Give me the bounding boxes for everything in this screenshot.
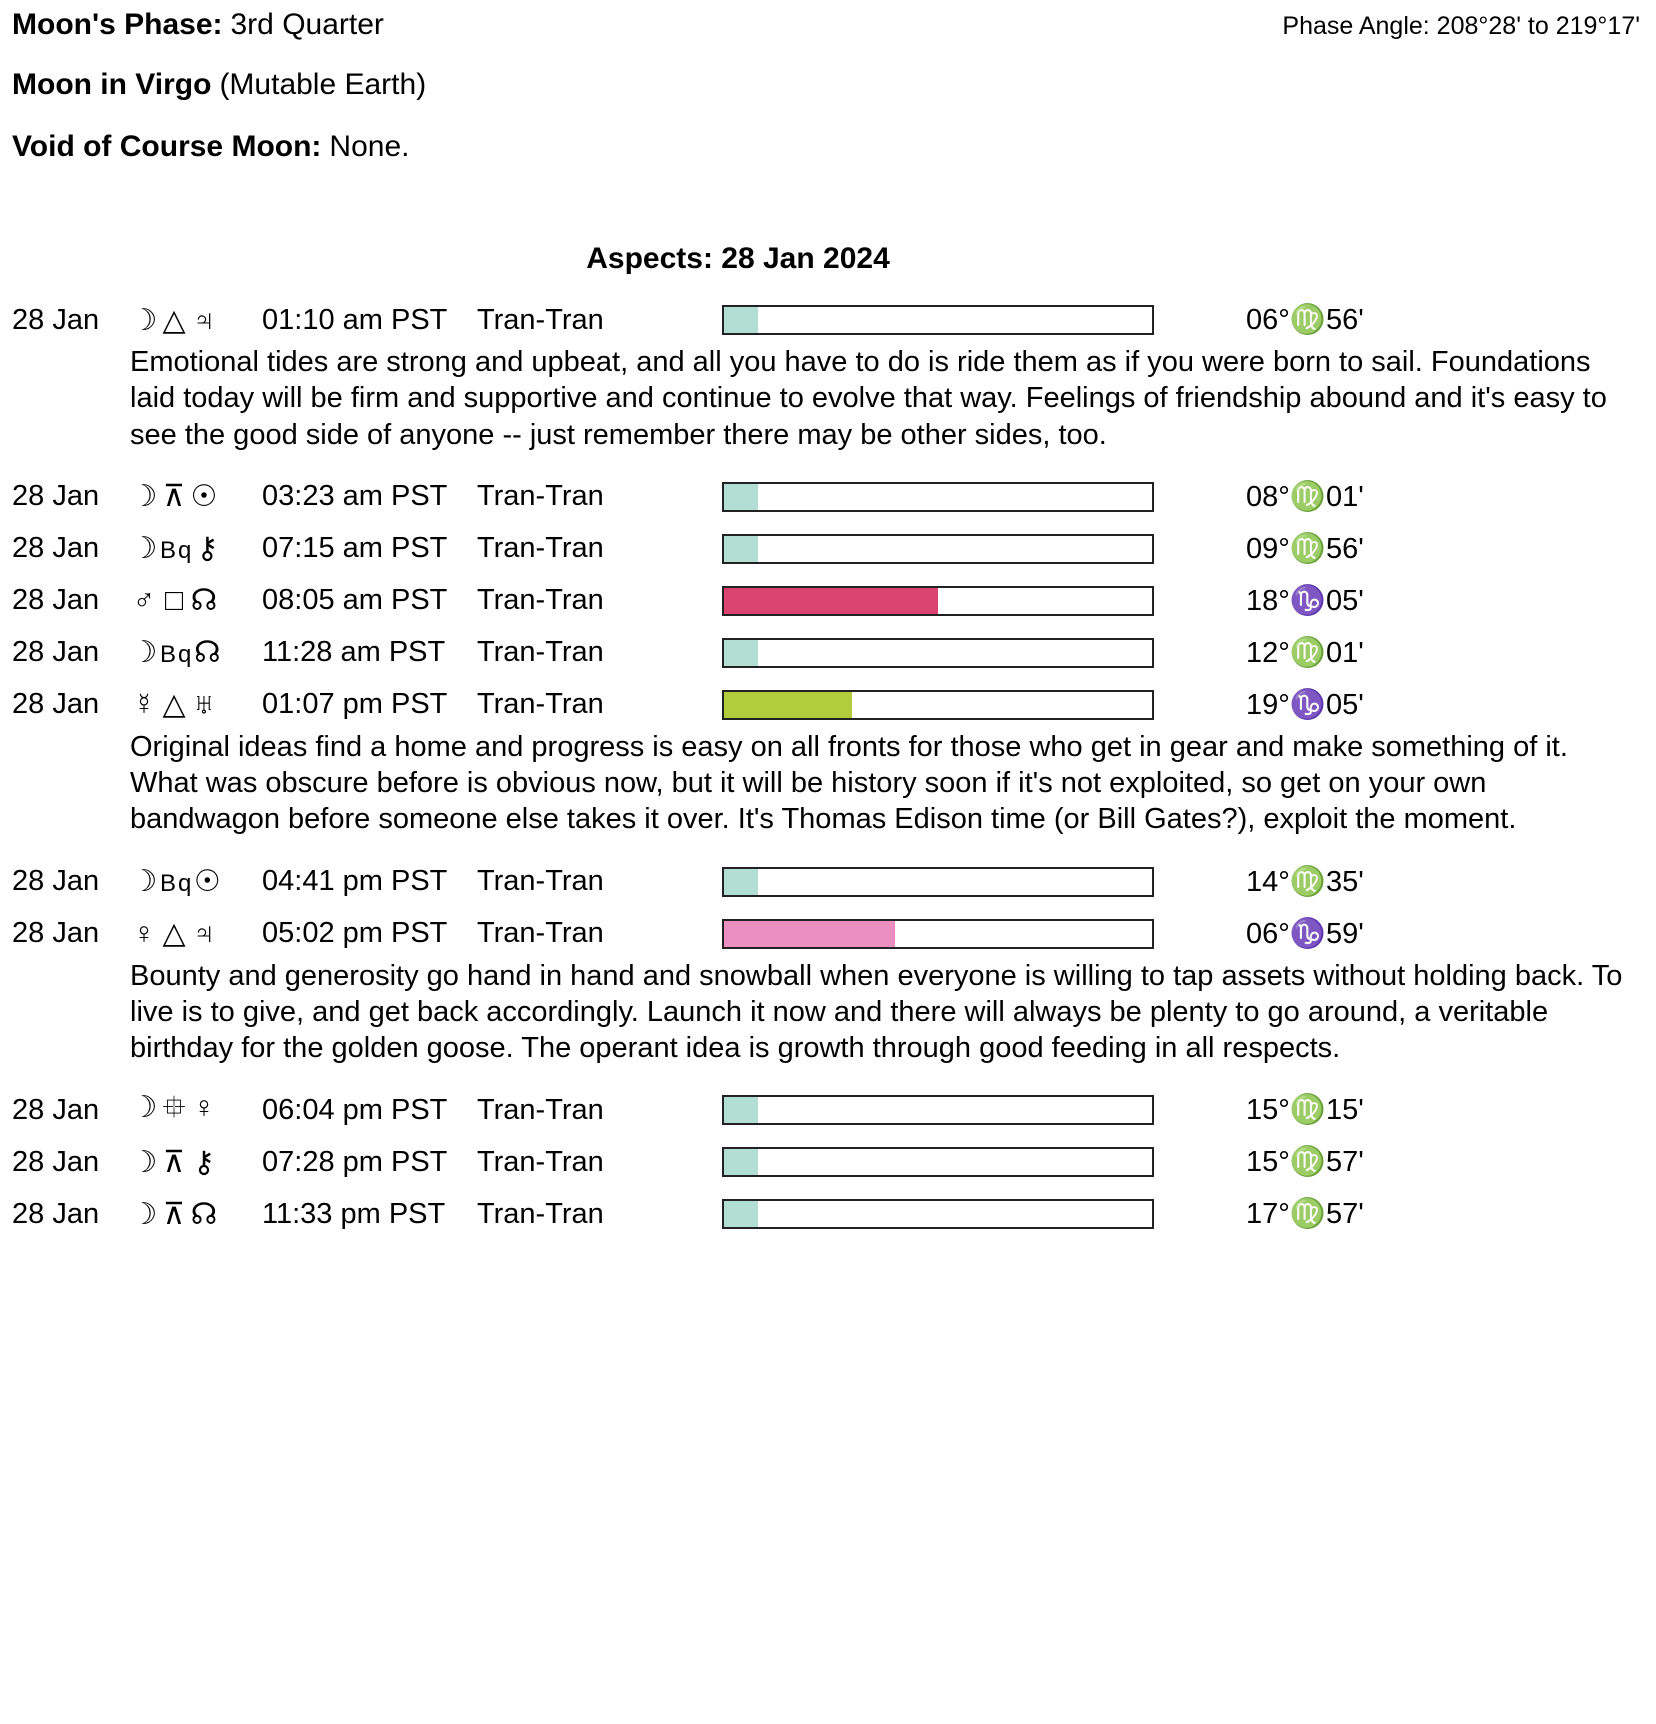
aspect-position: 15°♍15' — [1246, 1094, 1364, 1127]
bar-fill — [724, 869, 758, 895]
planet-glyph-target-icon: ☉ — [190, 480, 220, 514]
aspect-glyphs — [130, 1197, 262, 1232]
planet-glyph-aspect-icon: △ — [162, 917, 188, 950]
bar-fill — [724, 484, 758, 510]
planet-glyph-body-icon: ☽ — [130, 636, 160, 670]
aspect-tran-type: Tran-Tran — [477, 532, 604, 565]
aspect-summary — [12, 1088, 1644, 1132]
aspect-summary — [12, 1140, 1644, 1184]
planet-glyph-aspect-icon: ⊼ — [163, 480, 187, 514]
aspect-date: 28 Jan — [12, 532, 100, 565]
aspect-summary — [12, 631, 1644, 675]
spacer — [12, 838, 1644, 852]
planet-glyph-body-icon: ☽ — [130, 865, 160, 898]
planet-glyph-target-icon: ♀ — [192, 1090, 218, 1124]
moon-sign-modality: (Mutable Earth) — [219, 68, 427, 101]
aspect-tran-type: Tran-Tran — [477, 1145, 604, 1178]
aspect-glyphs — [130, 479, 262, 514]
aspect-row — [12, 298, 1644, 467]
planet-glyph-target-icon: ♃ — [192, 917, 218, 950]
aspect-glyphs — [130, 531, 262, 566]
moon-sign-label: Moon in Virgo — [12, 68, 212, 101]
aspect-date: 28 Jan — [12, 303, 100, 336]
aspect-position: 08°♍01' — [1246, 480, 1364, 513]
aspect-description: Original ideas find a home and progress is easy on all fronts for those who get in gear and make something of it. What was obscure before is obvious now, but it will be history soon if it's not exploited, so get on your own bandwagon before someone else takes it over. It's Thomas Edison time (or Bill Gates?), exploit the moment. — [130, 730, 1568, 836]
aspect-tran-type: Tran-Tran — [477, 688, 604, 721]
aspect-list — [12, 298, 1644, 1236]
aspect-strength-bar — [722, 1147, 1162, 1177]
planet-glyph-target-icon: ☊ — [190, 1197, 220, 1231]
aspect-glyphs — [130, 1145, 262, 1180]
aspect-date: 28 Jan — [12, 480, 100, 513]
bar-fill — [724, 692, 852, 718]
aspect-summary — [12, 527, 1644, 571]
bar-track — [722, 638, 1154, 668]
aspect-glyphs — [130, 916, 262, 951]
aspect-date: 28 Jan — [12, 688, 100, 721]
aspect-date: 28 Jan — [12, 1145, 100, 1178]
aspect-date: 28 Jan — [12, 1093, 100, 1126]
aspect-glyphs — [130, 1085, 262, 1136]
aspect-row — [12, 1140, 1644, 1184]
aspect-position: 18°♑05' — [1246, 584, 1364, 617]
aspect-summary — [12, 475, 1644, 519]
planet-glyph-body-icon: ♀ — [132, 917, 158, 950]
planet-glyph-aspect-icon: □ — [164, 584, 186, 618]
aspect-row — [12, 527, 1644, 571]
planet-glyph-target-icon: ♅ — [192, 688, 218, 722]
planet-glyph-aspect-icon: △ — [162, 688, 188, 722]
aspect-summary — [12, 860, 1644, 904]
bar-track — [722, 534, 1154, 564]
aspect-position: 09°♍56' — [1246, 532, 1364, 565]
aspect-glyphs — [130, 303, 262, 338]
bar-fill — [724, 536, 758, 562]
aspect-date: 28 Jan — [12, 1197, 100, 1230]
aspect-tran-type: Tran-Tran — [477, 636, 604, 669]
aspect-glyphs — [130, 635, 262, 670]
void-of-course — [12, 130, 1644, 164]
bar-track — [722, 1095, 1154, 1125]
aspect-date: 28 Jan — [12, 917, 100, 949]
planet-glyph-target-icon: ☊ — [190, 584, 220, 618]
spacer — [12, 1066, 1644, 1080]
aspect-strength-bar — [722, 534, 1162, 564]
bar-fill — [724, 1201, 758, 1227]
aspect-tran-type: Tran-Tran — [477, 584, 604, 617]
aspect-glyphs — [130, 583, 262, 618]
bar-fill — [724, 640, 758, 666]
bar-track — [722, 1199, 1154, 1229]
aspect-tran-type: Tran-Tran — [477, 480, 604, 513]
bar-track — [722, 919, 1154, 949]
aspect-strength-bar — [722, 867, 1162, 897]
planet-glyph-aspect-icon: ⊼ — [163, 1197, 187, 1231]
bar-fill — [724, 1149, 758, 1175]
aspect-date: 28 Jan — [12, 865, 100, 897]
bar-fill — [724, 588, 938, 614]
moon-sign — [12, 68, 1644, 102]
planet-glyph-body-icon: ☽ — [130, 532, 160, 566]
aspect-glyphs — [130, 864, 262, 899]
aspect-strength-bar — [722, 690, 1162, 720]
aspects-title: Aspects: 28 Jan 2024 — [586, 242, 890, 275]
aspect-strength-bar — [722, 1095, 1162, 1125]
void-of-course-label: Void of Course Moon: — [12, 130, 322, 163]
aspect-description: Bounty and generosity go hand in hand and snowball when everyone is willing to tap assets without holding back. To live is to give, and get back accordingly. Launch it now and there will always be plenty to go around, a veritable birthday for the golden goose. The operant idea is growth through good feeding in all respects. — [130, 959, 1623, 1064]
aspect-row — [12, 579, 1644, 623]
void-of-course-value: None. — [329, 130, 410, 163]
aspect-time: 05:02 pm PST — [262, 917, 448, 949]
bar-fill — [724, 307, 758, 333]
aspect-position: 06°♍56' — [1246, 304, 1364, 336]
aspect-position: 12°♍01' — [1246, 636, 1364, 669]
aspect-time: 11:33 pm PST — [262, 1197, 446, 1230]
aspect-summary — [12, 298, 1644, 342]
aspect-time: 04:41 pm PST — [262, 865, 448, 897]
aspect-tran-type: Tran-Tran — [477, 1093, 604, 1126]
moon-phase-label: Moon's Phase: — [12, 8, 223, 41]
planet-glyph-body-icon: ☿ — [132, 688, 158, 722]
planet-glyph-target-icon: ♃ — [192, 303, 218, 337]
aspect-date: 28 Jan — [12, 584, 100, 617]
phase-angle: Phase Angle: 208°28' to 219°17' — [1282, 12, 1640, 40]
aspect-strength-bar — [722, 482, 1162, 512]
aspect-row — [12, 1088, 1644, 1132]
aspect-summary — [12, 912, 1644, 956]
spacer — [12, 453, 1644, 467]
moon-phase-value: 3rd Quarter — [230, 8, 384, 41]
aspect-tran-type: Tran-Tran — [477, 303, 604, 336]
planet-glyph-aspect-icon: Bq — [160, 537, 194, 565]
aspect-summary — [12, 579, 1644, 623]
aspect-position: 06°♑59' — [1246, 917, 1364, 950]
planet-glyph-target-icon: ⚷ — [193, 1145, 217, 1179]
aspect-time: 01:07 pm PST — [262, 688, 448, 721]
aspect-position: 15°♍57' — [1246, 1146, 1364, 1179]
planet-glyph-body-icon: ♂ — [132, 584, 158, 618]
bar-track — [722, 482, 1154, 512]
bar-track — [722, 305, 1154, 335]
aspect-row — [12, 475, 1644, 519]
bar-track — [722, 690, 1154, 720]
bar-track — [722, 867, 1154, 897]
aspect-time: 03:23 am PST — [262, 480, 448, 513]
aspect-time: 06:04 pm PST — [262, 1093, 448, 1126]
aspect-row — [12, 860, 1644, 904]
bar-track — [722, 586, 1154, 616]
aspect-position: 17°♍57' — [1246, 1198, 1364, 1231]
planet-glyph-body-icon: ☽ — [130, 1197, 160, 1231]
aspect-glyphs — [130, 687, 262, 722]
planet-glyph-body-icon: ☽ — [130, 480, 160, 514]
aspect-row — [12, 631, 1644, 675]
bar-track — [722, 1147, 1154, 1177]
planet-glyph-aspect-icon: Bq — [160, 641, 194, 669]
aspect-strength-bar — [722, 305, 1162, 335]
aspect-summary — [12, 683, 1644, 727]
planet-glyph-aspect-icon: △ — [162, 303, 188, 337]
moon-phase — [12, 8, 1282, 42]
bar-fill — [724, 1097, 758, 1123]
aspect-time: 07:15 am PST — [262, 532, 448, 565]
aspect-tran-type: Tran-Tran — [477, 1197, 604, 1230]
bar-fill — [724, 921, 895, 947]
planet-glyph-aspect-icon: Bq — [160, 870, 194, 897]
planet-glyph-body-icon: ☽ — [130, 1090, 160, 1124]
moon-phase-row — [12, 8, 1644, 42]
planet-glyph-aspect-icon: ⯐ — [162, 1090, 188, 1124]
aspect-strength-bar — [722, 919, 1162, 949]
planet-glyph-target-icon: ☊ — [194, 636, 223, 670]
aspect-strength-bar — [722, 1199, 1162, 1229]
aspect-time: 11:28 am PST — [262, 636, 446, 669]
aspect-time: 01:10 am PST — [262, 303, 448, 336]
aspect-time: 07:28 pm PST — [262, 1145, 448, 1178]
aspect-position: 14°♍35' — [1246, 865, 1364, 898]
moon-sign-row — [12, 68, 1644, 102]
void-of-course-row — [12, 130, 1644, 164]
aspect-row — [12, 1192, 1644, 1236]
aspect-position: 19°♑05' — [1246, 688, 1364, 721]
aspect-strength-bar — [722, 638, 1162, 668]
aspect-description: Emotional tides are strong and upbeat, and all you have to do is ride them as if you were born to sail. Foundations laid today will be firm and supportive and continue to evolve that way. Feelings of friendship abound and it's easy to see the good side of anyone -- just remember there may be other sides, too. — [130, 346, 1607, 451]
aspect-summary — [12, 1192, 1644, 1236]
planet-glyph-aspect-icon: ⊼ — [163, 1145, 187, 1179]
aspect-row — [12, 912, 1644, 1081]
aspect-time: 08:05 am PST — [262, 584, 448, 617]
aspect-date: 28 Jan — [12, 636, 100, 669]
aspect-tran-type: Tran-Tran — [477, 865, 604, 897]
planet-glyph-body-icon: ☽ — [130, 1145, 160, 1179]
aspect-tran-type: Tran-Tran — [477, 917, 604, 949]
aspect-strength-bar — [722, 586, 1162, 616]
planet-glyph-target-icon: ⚷ — [196, 532, 221, 566]
planet-glyph-body-icon: ☽ — [130, 303, 160, 337]
aspect-row — [12, 683, 1644, 852]
planet-glyph-target-icon: ☉ — [193, 865, 223, 898]
